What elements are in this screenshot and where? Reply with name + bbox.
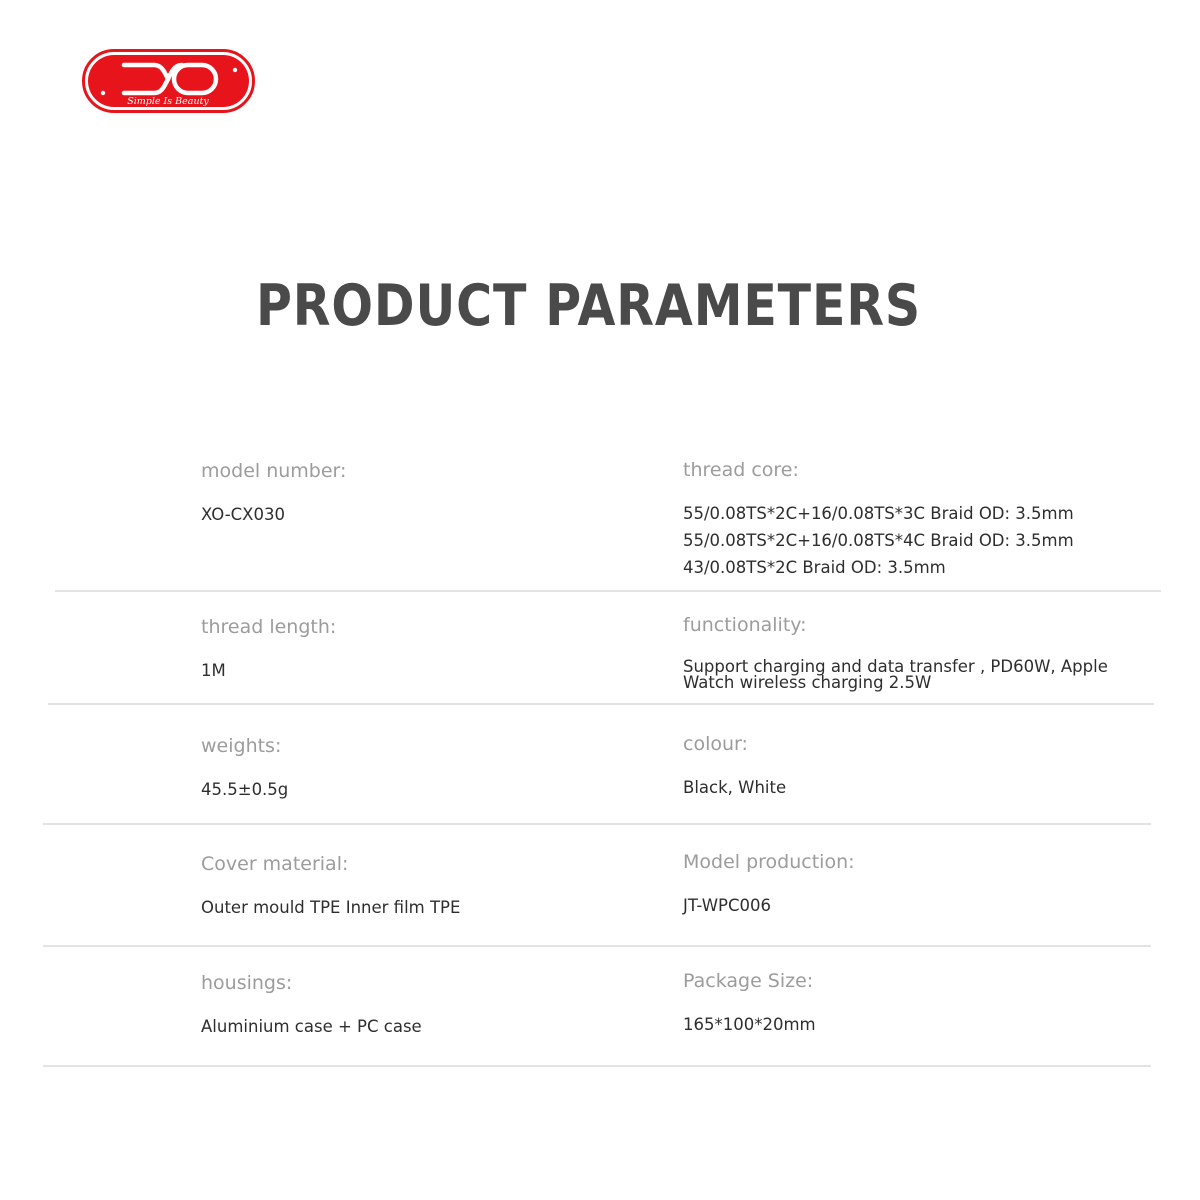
brand-tagline: Simple Is Beauty — [127, 96, 209, 107]
row-divider — [43, 1065, 1151, 1067]
param-value: JT-WPC006 — [683, 896, 771, 915]
param-value: 165*100*20mm — [683, 1015, 816, 1034]
param-value: Support charging and data transfer , PD60W, Apple Watch wireless charging 2.5W — [683, 657, 1108, 692]
param-value: XO-CX030 — [201, 505, 285, 524]
param-value: 55/0.08TS*2C+16/0.08TS*3C Braid OD: 3.5mm 55/0.08TS*2C+16/0.08TS*4C Braid OD: 3.5mm 43/0.08TS*2C Braid OD: 3.5mm — [683, 504, 1074, 577]
param-weights — [201, 734, 671, 803]
param-colour — [683, 732, 1153, 801]
row-divider — [43, 823, 1151, 825]
param-label: thread length: — [201, 616, 337, 638]
param-model-production — [683, 850, 1153, 919]
param-value: Outer mould TPE Inner film TPE — [201, 898, 461, 917]
page-title: PRODUCT PARAMETERS — [256, 273, 922, 339]
xo-logo-icon — [82, 49, 255, 113]
param-label: thread core: — [683, 459, 799, 481]
param-value: 1M — [201, 661, 226, 680]
param-label: Package Size: — [683, 970, 814, 992]
param-thread-core — [683, 458, 1153, 581]
param-label: Model production: — [683, 851, 855, 873]
param-thread-length — [201, 615, 671, 684]
param-label: Cover material: — [201, 853, 349, 875]
param-label: colour: — [683, 733, 748, 755]
param-label: functionality: — [683, 614, 807, 636]
row-divider — [55, 590, 1161, 592]
param-value: 45.5±0.5g — [201, 780, 289, 799]
param-value: Black, White — [683, 778, 787, 797]
param-model-number — [201, 459, 671, 528]
param-cover-material — [201, 852, 671, 921]
param-housings — [201, 971, 671, 1040]
param-functionality — [683, 613, 1153, 691]
param-label: model number: — [201, 460, 347, 482]
param-label: weights: — [201, 735, 282, 757]
param-value: Aluminium case + PC case — [201, 1017, 422, 1036]
param-package-size — [683, 969, 1153, 1038]
brand-logo — [82, 49, 255, 113]
row-divider — [48, 703, 1154, 705]
param-label: housings: — [201, 972, 293, 994]
row-divider — [43, 945, 1151, 947]
